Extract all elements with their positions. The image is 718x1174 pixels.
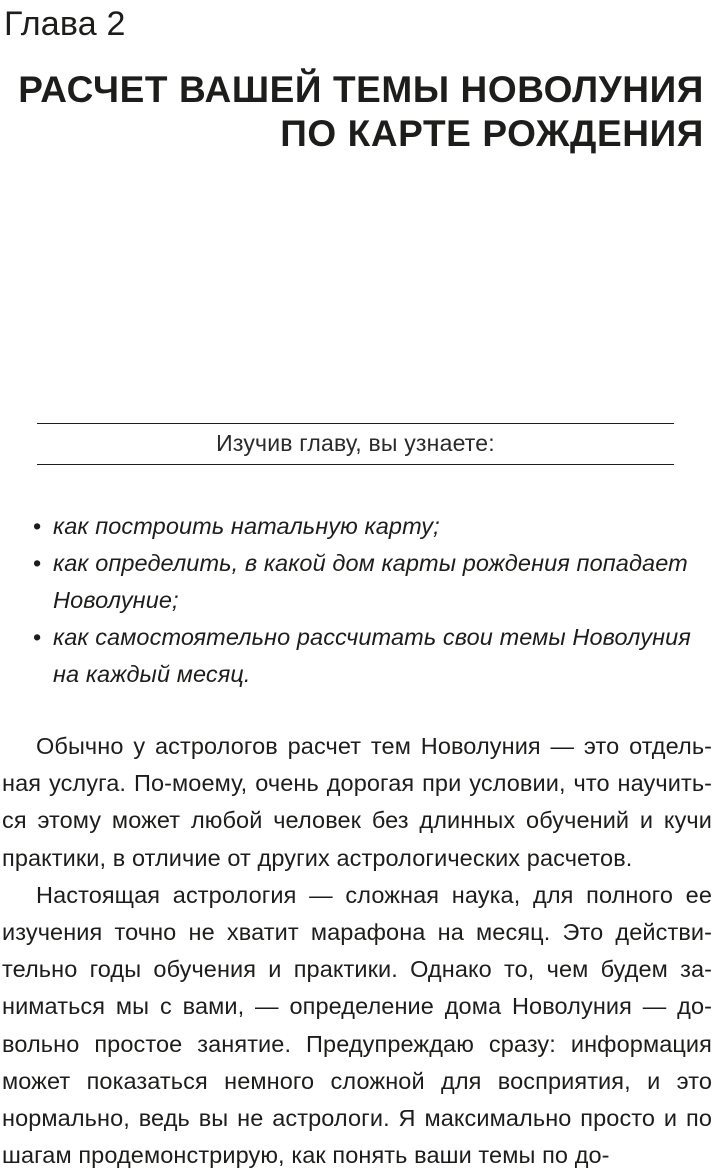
objective-text: как построить натальную карту; [53, 513, 440, 539]
bullet-icon: • [33, 550, 42, 576]
paragraph: Обычно у астрологов расчет тем Новолуния — это отдельная услуга. По-моему, очень дорогая при условии, что научиться этому может любой человек без длинных обучений и кучи практики, в отличие от других астрологических расчетов. [2, 733, 712, 871]
chapter-label: Глава 2 [4, 5, 126, 43]
chapter-title-line-1: РАСЧЕТ ВАШЕЙ ТЕМЫ НОВОЛУНИЯ [18, 69, 704, 110]
bullet-icon: • [33, 624, 42, 650]
objective-item [33, 545, 713, 619]
objective-item [33, 619, 713, 693]
chapter-objectives-header [37, 423, 674, 465]
bullet-icon: • [33, 513, 42, 539]
objectives-heading: Изучив главу, вы узнаете: [216, 430, 495, 456]
objective-item [33, 508, 713, 545]
body-text [2, 728, 712, 1174]
chapter-title [4, 68, 704, 156]
objective-text: как определить, в какой дом карты рождения попадает Новолуние; [53, 550, 688, 613]
paragraph: Настоящая астрология — сложная наука, для полного ее изучения точно не хватит марафона на месяц. Это действительно годы обучения и практики. Однако то, чем будем заниматься мы с вами, — определение дома Новолуния — довольно простое занятие. Предупреждаю сразу: информация может показаться немного сложной для восприятия, и это нормально, ведь вы не астрологи. Я максимально просто и по шагам продемонстрирую, как понять ваши темы по до- [2, 881, 712, 1169]
objective-text: как самостоятельно рассчитать свои темы Новолуния на каждый месяц. [53, 624, 691, 687]
chapter-title-line-2: ПО КАРТЕ РОЖДЕНИЯ [280, 113, 704, 154]
objectives-list [33, 508, 713, 693]
